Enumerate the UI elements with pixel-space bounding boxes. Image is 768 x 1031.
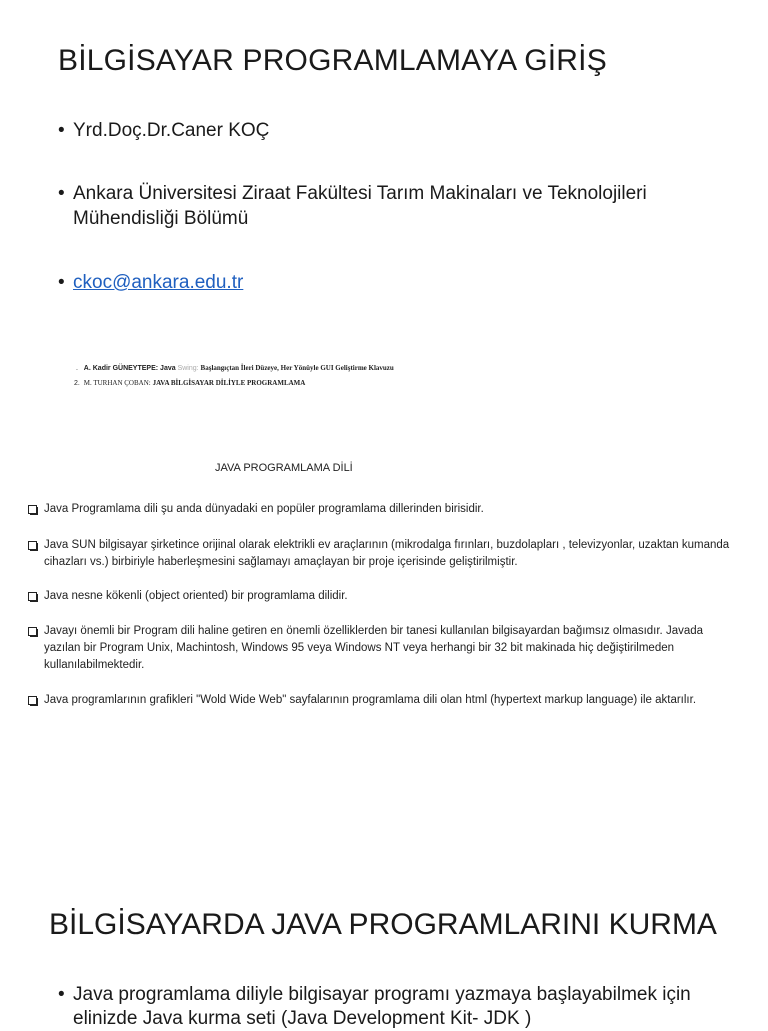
list-item-text: Java Programlama dili şu anda dünyadaki en popüler programlama dillerinden birisidir. bbox=[44, 503, 484, 515]
list-item bbox=[28, 588, 740, 605]
bullet-dot: • bbox=[58, 984, 65, 1005]
list-item bbox=[28, 537, 740, 571]
checkbox-bullet-icon bbox=[28, 505, 37, 514]
bullet-email bbox=[58, 270, 733, 295]
references-list bbox=[76, 361, 394, 391]
list-item bbox=[28, 692, 740, 709]
bullet-dot: • bbox=[58, 120, 65, 141]
list-item-text: Java nesne kökenli (object oriented) bir programlama dilidir. bbox=[44, 590, 348, 602]
list-item bbox=[28, 623, 740, 674]
reference-title: JAVA BİLGİSAYAR DİLİYLE PROGRAMLAMA bbox=[152, 379, 306, 387]
reference-2 bbox=[74, 376, 394, 391]
checkbox-bullet-icon bbox=[28, 696, 37, 705]
reference-1 bbox=[76, 361, 394, 376]
reference-word: Java bbox=[160, 365, 176, 372]
bullet-dot: • bbox=[58, 183, 65, 204]
instructor-name: Yrd.Doç.Dr.Caner KOÇ bbox=[73, 120, 270, 141]
slide-title-intro: BİLGİSAYAR PROGRAMLAMAYA GİRİŞ bbox=[58, 44, 607, 77]
reference-title: Başlangıçtan İleri Düzeye, Her Yönüyle GUI Geliştirme Klavuzu bbox=[200, 364, 394, 372]
reference-prefix: . bbox=[76, 365, 78, 372]
install-text: Java programlama diliyle bilgisayar programı yazmaya başlayabilmek için elinizde Java kurma seti (Java Development Kit- JDK ) bbox=[73, 984, 691, 1029]
list-item-text: Java SUN bilgisayar şirketince orijinal olarak elektrikli ev araçlarının (mikrodalga fırınları, buzdolapları , televizyonlar, uzaktan kumanda cihazları vs.) birbiriyle haberleşmesini sağlamayı amaçlayan bir proje içerisinde geliştirilmiştir. bbox=[44, 539, 730, 568]
department-name: Ankara Üniversitesi Ziraat Fakültesi Tarım Makinaları ve Teknolojileri Mühendisliği Bölümü bbox=[73, 183, 647, 229]
list-item bbox=[28, 501, 740, 518]
bullet-dot: • bbox=[58, 272, 65, 293]
checkbox-bullet-icon bbox=[28, 627, 37, 636]
section-subtitle: JAVA PROGRAMLAMA DİLİ bbox=[215, 462, 353, 474]
reference-prefix: 2. bbox=[74, 380, 80, 387]
bullet-department bbox=[58, 181, 733, 231]
reference-author: A. Kadir GÜNEYTEPE: bbox=[83, 365, 159, 372]
slide-title-install: BİLGİSAYARDA JAVA PROGRAMLARINI KURMA bbox=[49, 908, 717, 941]
list-item-text: Javayı önemli bir Program dili haline getiren en önemli özelliklerden bir tanesi kullanılan bilgisayardan bağımsız olmasıdır. Javada yazılan bir Program Unix, Machintosh, Windows 95 veya Windows NT veya herhangi bir 32 bit makinada hiç değiştirilmeden kullanılabilmektedir. bbox=[44, 625, 704, 671]
checkbox-bullet-icon bbox=[28, 541, 37, 550]
reference-author: M. TURHAN ÇOBAN: bbox=[83, 379, 151, 387]
reference-word-grey: Swing: bbox=[177, 365, 199, 372]
checkbox-bullet-icon bbox=[28, 592, 37, 601]
list-item-text: Java programlarının grafikleri "Wold Wide Web" sayfalarının programlama dili olan html (hypertext markup language) ile aktarılır. bbox=[44, 694, 697, 706]
bullet-instructor bbox=[58, 118, 733, 143]
email-link[interactable]: ckoc@ankara.edu.tr bbox=[73, 272, 244, 293]
